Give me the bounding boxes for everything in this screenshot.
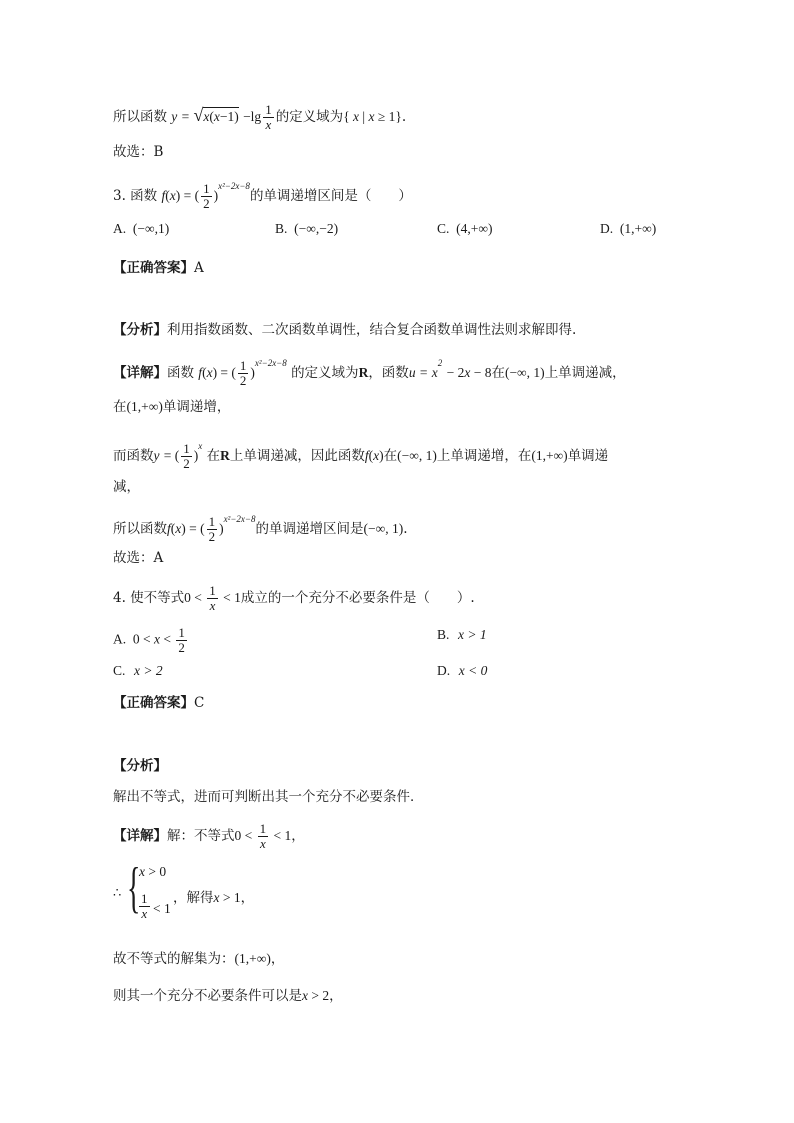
analysis-4-label: 【分析】 (113, 758, 167, 774)
inequality-system: ∴ { x > 0 $\frac{1}{x}$ < 1 ，解得x > 1， (113, 857, 255, 921)
detail-4-conclusion: 则其一个充分不必要条件可以是x > 2， (113, 988, 343, 1004)
detail-3-line-2: 在(1,+∞)单调递增， (113, 399, 231, 415)
detail-3-line-5: 所以函数f(x) = ( $\frac{1}{2}$ )$^{x^2-2x-8}$的单调递增区间是(−∞, 1). (113, 514, 408, 544)
math-y: y (171, 109, 178, 124)
analysis-4-text: 解出不等式，进而可判断出其一个充分不必要条件． (113, 789, 424, 805)
analysis-3: 【分析】利用指数函数、二次函数单调性，结合复合函数单调性法则求解即得. (113, 322, 577, 338)
detail-4-solution-set: 故不等式的解集为：(1,+∞)， (113, 951, 285, 967)
choice-b-line: 故选：B (113, 144, 164, 160)
choice-a-line: 故选：A (113, 550, 164, 566)
detail-3-line-3: 而函数y = ( $\frac{1}{2}$ )$^x$ 在R上单调递减，因此函数f(x)在(−∞, 1)上单调递增，在(1,+∞)单调递 (113, 441, 609, 471)
question-4: 4. 使不等式0 < $\frac{1}{x}$ < 1成立的一个充分不必要条件是（ ）. (113, 583, 475, 613)
brace: { (127, 857, 141, 919)
option-a[interactable]: A. 0 < x < $\frac{1}{2}$ (113, 625, 185, 655)
sqrt-sign: √ (193, 105, 204, 125)
detail-3-line-1: 【详解】函数 f(x) = ( $\frac{1}{2}$ )$^{x^2-2x-8}$ 的定义域为R，函数$u = x^2 - 2x - 8$在(−∞, 1)上单调递减， (113, 358, 626, 388)
text: 所以函数 (113, 109, 167, 125)
option-b[interactable]: B. x > 1 (437, 627, 487, 642)
set-notation: { x | x ≥ 1} (343, 109, 402, 124)
text: 的定义域为 (275, 109, 344, 125)
detail-4-line-1: 【详解】解：不等式0 < $\frac{1}{x}$ < 1， (113, 821, 305, 851)
detail-3-line-4: 减， (113, 479, 140, 495)
option-b[interactable]: B. (−∞,−2) (275, 221, 339, 236)
sqrt-content: x(x−1) (203, 109, 239, 124)
option-c[interactable]: C. x > 2 (113, 663, 163, 678)
fraction-1-over-x: $\frac{1}{x}$ (265, 102, 272, 132)
option-d[interactable]: D. (1,+∞) (600, 221, 657, 236)
option-d[interactable]: D. x < 0 (437, 663, 488, 678)
domain-conclusion-line: 所以函数 y = √x(x−1) −lg $\frac{1}{x}$ 的定义域为{ x | x ≥ 1}. (113, 102, 407, 132)
correct-answer-4: 【正确答案】C (113, 695, 205, 711)
option-c[interactable]: C. (4,+∞) (437, 221, 493, 236)
question-3: 3. 函数 f(x) = ( $\frac{1}{2}$ )$^{x^2-2x-8}$的单调递增区间是（ ） (113, 181, 412, 211)
correct-answer-3: 【正确答案】A (113, 260, 204, 276)
option-a[interactable]: A. (−∞,1) (113, 221, 170, 236)
